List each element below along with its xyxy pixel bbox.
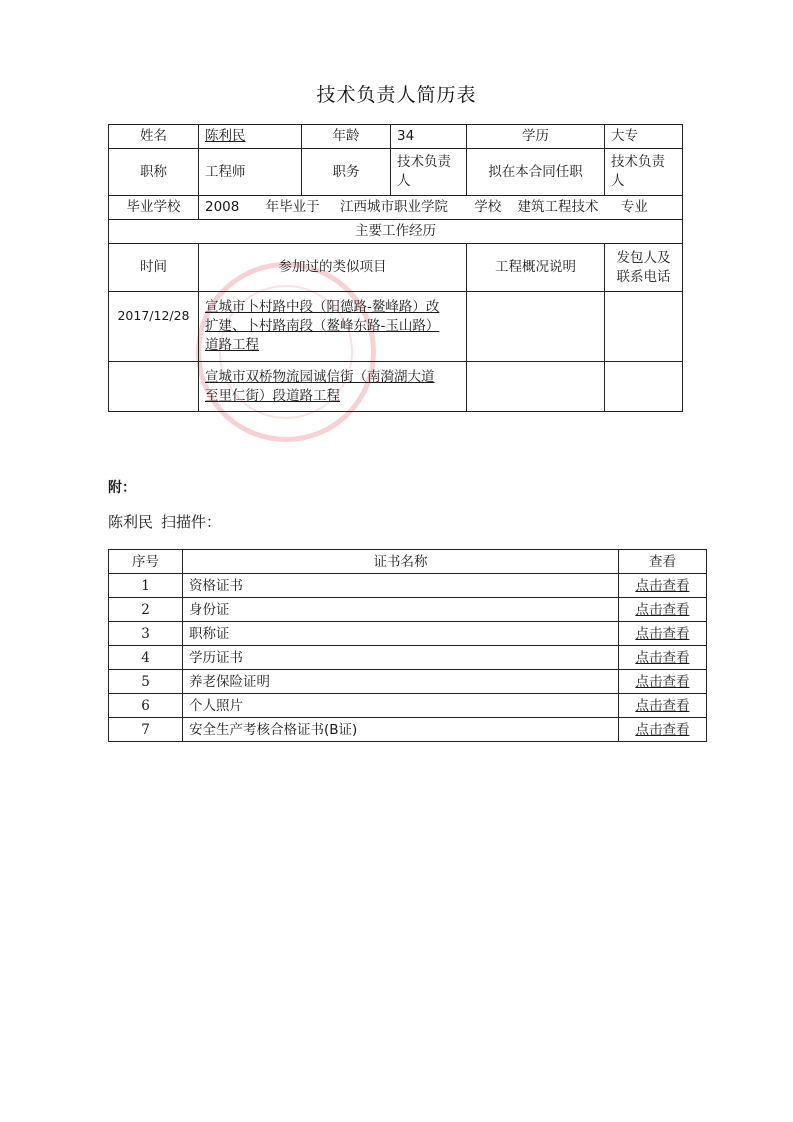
proposed-role-line2: 人 <box>611 173 625 189</box>
col-time-header: 时间 <box>109 244 199 292</box>
cert-seq: 6 <box>109 694 183 718</box>
title-value: 工程师 <box>199 149 302 196</box>
cert-seq: 5 <box>109 670 183 694</box>
page-title: 技术负责人简历表 <box>316 84 477 106</box>
graduation-major: 建筑工程技术 <box>517 199 599 215</box>
cert-seq: 2 <box>109 598 183 622</box>
graduation-school: 江西城市职业学院 <box>339 199 448 215</box>
graduation-major-suffix: 专业 <box>620 199 648 215</box>
cert-seq: 7 <box>109 718 183 742</box>
cert-name: 个人照片 <box>183 694 619 718</box>
experience-project-1-line3: 道路工程 <box>205 337 259 353</box>
scan-person-name: 陈利民 <box>108 513 154 531</box>
graduation-label: 毕业学校 <box>109 196 199 220</box>
col-seq-header: 序号 <box>109 550 183 574</box>
experience-project-1 <box>199 292 467 362</box>
cert-name: 职称证 <box>183 622 619 646</box>
certificate-row <box>109 670 707 694</box>
position-value <box>391 149 467 196</box>
certificate-row <box>109 622 707 646</box>
scan-heading <box>108 511 221 532</box>
certificate-row <box>109 598 707 622</box>
certificate-table <box>108 549 707 742</box>
experience-project-2-line1: 宣城市双桥物流园诚信街（南漪湖大道 <box>205 368 435 385</box>
graduation-year: 2008 <box>205 199 240 215</box>
cert-seq: 3 <box>109 622 183 646</box>
cert-seq: 1 <box>109 574 183 598</box>
attachment-label: 附： <box>108 480 136 496</box>
certificate-row <box>109 718 707 742</box>
cert-view-cell <box>619 622 707 646</box>
cert-view-cell <box>619 670 707 694</box>
experience-time-1: 2017/12/28 <box>109 292 199 362</box>
experience-contact-2 <box>605 362 683 412</box>
name-value: 陈利民 <box>199 125 302 149</box>
name-label: 姓名 <box>109 125 199 149</box>
col-cert-name-header: 证书名称 <box>183 550 619 574</box>
experience-header: 主要工作经历 <box>109 220 683 244</box>
position-label: 职务 <box>302 149 391 196</box>
graduation-year-suffix: 年毕业于 <box>265 199 320 215</box>
education-label: 学历 <box>467 125 605 149</box>
cert-view-cell <box>619 718 707 742</box>
experience-contact-1 <box>605 292 683 362</box>
cert-view-cell <box>619 646 707 670</box>
age-value: 34 <box>391 125 467 149</box>
scan-label: 扫描件： <box>161 513 222 531</box>
certificate-row <box>109 646 707 670</box>
cert-name: 资格证书 <box>183 574 619 598</box>
experience-project-2 <box>199 362 467 412</box>
view-link[interactable]: 点击查看 <box>635 673 690 690</box>
certificate-row <box>109 574 707 598</box>
graduation-school-suffix: 学校 <box>474 199 502 215</box>
cert-view-cell <box>619 574 707 598</box>
col-overview-header: 工程概况说明 <box>467 244 605 292</box>
cert-view-cell <box>619 598 707 622</box>
cert-seq: 4 <box>109 646 183 670</box>
view-link[interactable]: 点击查看 <box>635 649 690 666</box>
view-link[interactable]: 点击查看 <box>635 625 690 642</box>
position-value-line2: 人 <box>397 173 411 189</box>
education-value: 大专 <box>605 125 683 149</box>
cert-name: 学历证书 <box>183 646 619 670</box>
proposed-role-line1: 技术负责 <box>611 154 665 170</box>
experience-overview-2 <box>467 362 605 412</box>
experience-project-2-line2: 至里仁街）段道路工程 <box>205 387 340 404</box>
cert-name: 安全生产考核合格证书(B证) <box>183 718 619 742</box>
view-link[interactable]: 点击查看 <box>635 601 690 618</box>
certificate-row <box>109 694 707 718</box>
col-contact-line2: 联系电话 <box>616 268 671 285</box>
view-link[interactable]: 点击查看 <box>635 577 690 594</box>
col-contact-header <box>605 244 683 292</box>
experience-time-2 <box>109 362 199 412</box>
resume-table <box>108 124 683 412</box>
proposed-role-label: 拟在本合同任职 <box>467 149 605 196</box>
cert-view-cell <box>619 694 707 718</box>
view-link[interactable]: 点击查看 <box>635 697 690 714</box>
experience-project-1-line1: 宣城市卜村路中段（阳德路-鳌峰路）改 <box>205 299 440 315</box>
experience-project-1-line2: 扩建、卜村路南段（鳌峰东路-玉山路） <box>205 318 440 334</box>
experience-overview-1 <box>467 292 605 362</box>
graduation-value <box>199 196 683 220</box>
title-label: 职称 <box>109 149 199 196</box>
age-label: 年龄 <box>302 125 391 149</box>
col-view-header: 查看 <box>619 550 707 574</box>
cert-name: 身份证 <box>183 598 619 622</box>
proposed-role-value <box>605 149 683 196</box>
view-link[interactable]: 点击查看 <box>635 721 690 738</box>
col-contact-line1: 发包人及 <box>616 249 671 266</box>
position-value-line1: 技术负责 <box>397 154 451 170</box>
col-project-header: 参加过的类似项目 <box>199 244 467 292</box>
cert-name: 养老保险证明 <box>183 670 619 694</box>
